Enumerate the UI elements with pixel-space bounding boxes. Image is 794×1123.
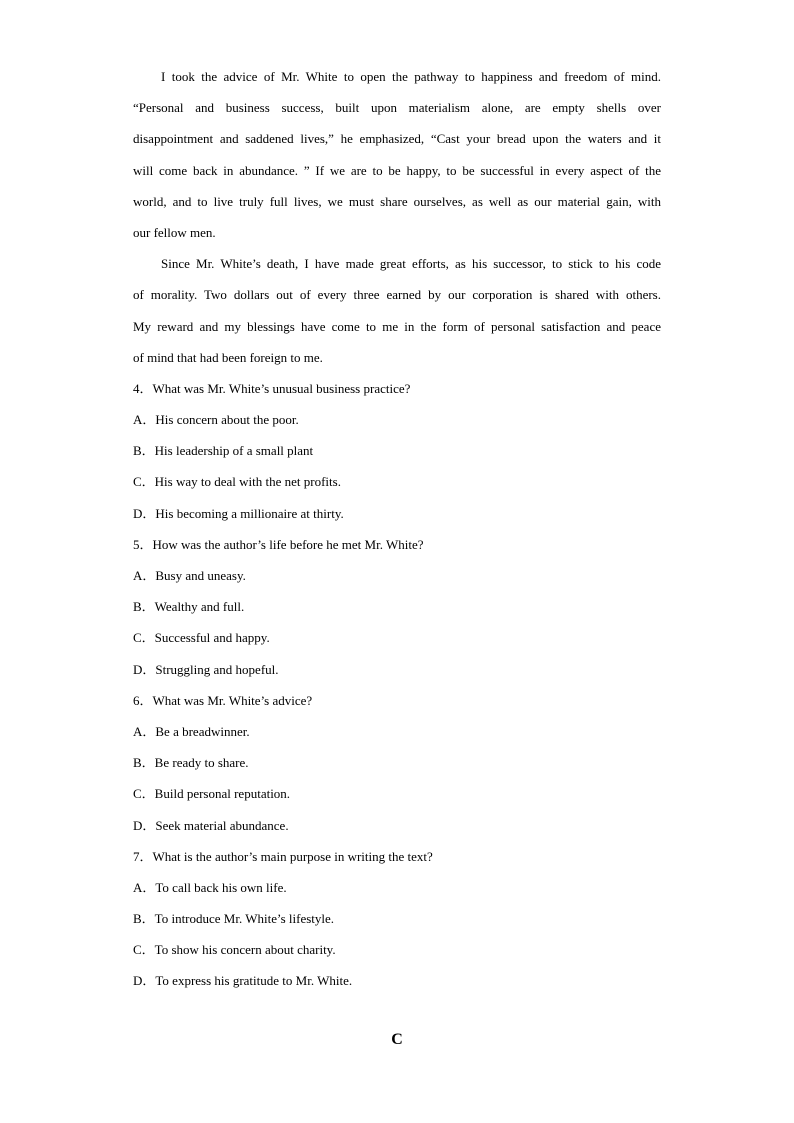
answer-option-d: D．To express his gratitude to Mr. White.: [133, 973, 353, 989]
answer-option-c: C．Build personal reputation.: [133, 786, 291, 802]
answer-option-a: A．His concern about the poor.: [133, 412, 299, 428]
question-7: [133, 841, 661, 997]
document-page: [133, 61, 661, 997]
text-line: of morality. Two dollars out of every three earned by our corporation is shared with others.: [133, 287, 661, 303]
question-4: [133, 373, 661, 529]
answer-option-d: D．Struggling and hopeful.: [133, 661, 279, 677]
answer-option-a: A．Busy and uneasy.: [133, 568, 246, 583]
question-6: [133, 685, 661, 841]
answer-option-b: B．Be ready to share.: [133, 755, 249, 771]
answer-option-a: A．To call back his own life.: [133, 879, 287, 895]
answer-option-a: A．Be a breadwinner.: [133, 723, 250, 739]
text-line: of mind that had been foreign to me.: [133, 349, 323, 365]
question-stem: 6．What was Mr. White’s advice?: [133, 692, 313, 708]
passage-paragraph-2: [133, 248, 661, 373]
question-stem: 5．How was the author’s life before he met Mr. White?: [133, 536, 424, 552]
answer-option-d: D．Seek material abundance.: [133, 817, 289, 833]
question-5: [133, 529, 661, 685]
text-line: our fellow men.: [133, 224, 216, 240]
answer-option-d: D．His becoming a millionaire at thirty.: [133, 505, 344, 521]
question-stem: 4．What was Mr. White’s unusual business practice?: [133, 380, 411, 396]
answer-option-b: B．His leadership of a small plant: [133, 443, 314, 459]
answer-option-b: B．Wealthy and full.: [133, 599, 245, 615]
text-line: Since Mr. White’s death, I have made great efforts, as his successor, to stick to his code: [161, 256, 661, 272]
text-line: I took the advice of Mr. White to open the pathway to happiness and freedom of mind.: [161, 69, 661, 84]
answer-option-b: B．To introduce Mr. White’s lifestyle.: [133, 911, 335, 927]
text-line: world, and to live truly full lives, we must share ourselves, as well as our material gain, with: [133, 193, 661, 209]
text-line: disappointment and saddened lives,” he emphasized, “Cast your bread upon the waters and it: [133, 131, 661, 147]
answer-option-c: C．To show his concern about charity.: [133, 942, 336, 958]
passage-paragraph-1: [133, 61, 661, 248]
text-line: will come back in abundance. ” If we are to be happy, to be successful in every aspect of the: [133, 162, 661, 178]
answer-option-c: C．His way to deal with the net profits.: [133, 474, 341, 490]
answer-option-c: C．Successful and happy.: [133, 630, 270, 646]
question-stem: 7．What is the author’s main purpose in writing the text?: [133, 848, 433, 864]
section-heading: C: [391, 1031, 403, 1048]
text-line: “Personal and business success, built upon materialism alone, are empty shells over: [133, 100, 661, 116]
text-line: My reward and my blessings have come to me in the form of personal satisfaction and peace: [133, 318, 661, 334]
